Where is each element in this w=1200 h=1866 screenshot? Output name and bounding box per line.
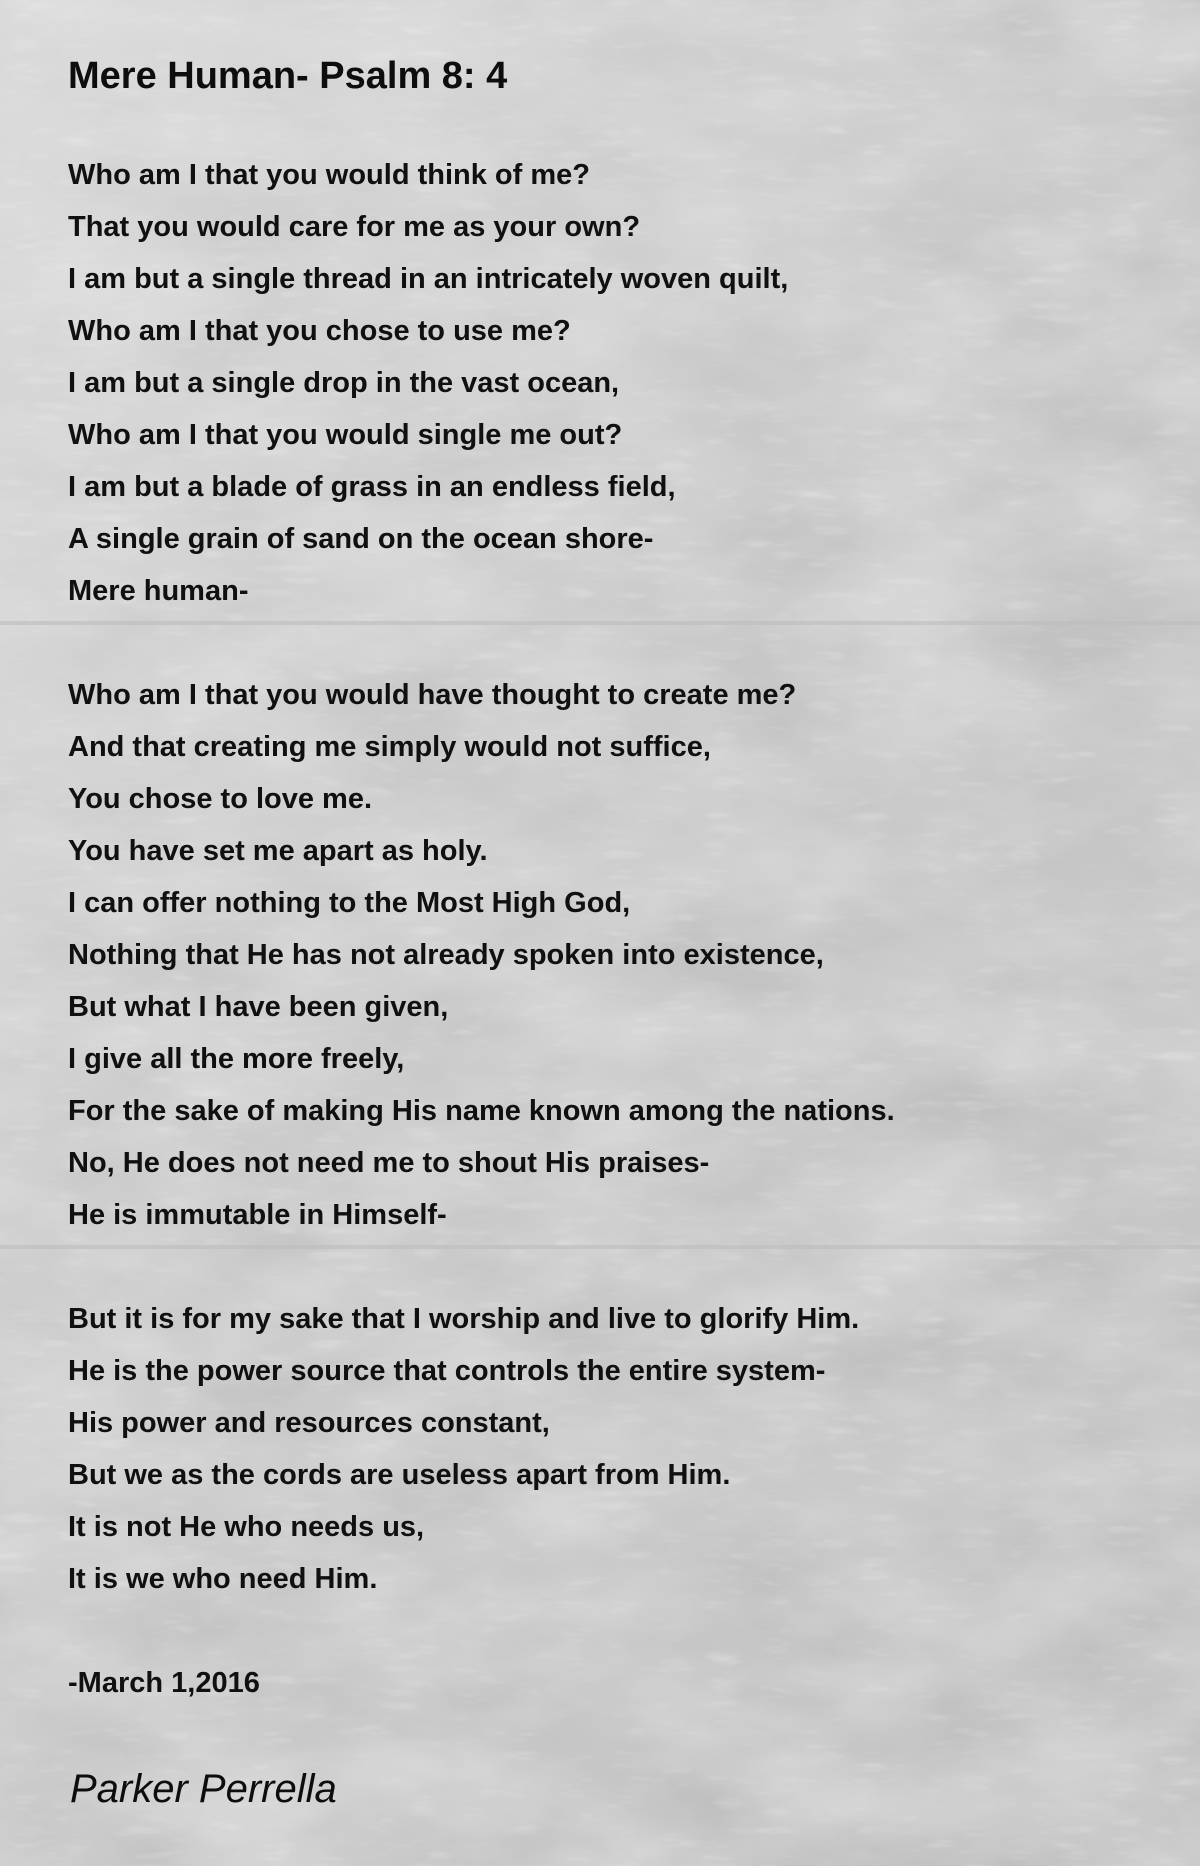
poem-line: But we as the cords are useless apart from Him. bbox=[68, 1459, 731, 1491]
poem-body bbox=[68, 149, 895, 1709]
poem-line: I am but a blade of grass in an endless field, bbox=[68, 471, 676, 503]
poem-title: Mere Human- Psalm 8: 4 bbox=[68, 55, 508, 97]
poem-line: It is we who need Him. bbox=[68, 1563, 378, 1595]
poem-line: I am but a single thread in an intricately woven quilt, bbox=[68, 263, 789, 295]
author-signature: Parker Perrella bbox=[70, 1767, 337, 1811]
poem-line: Who am I that you would think of me? bbox=[68, 159, 590, 191]
poem-line: No, He does not need me to shout His praises- bbox=[68, 1147, 710, 1179]
poem-line: I am but a single drop in the vast ocean, bbox=[68, 367, 620, 399]
stanza-break bbox=[68, 1605, 895, 1657]
poem-line: He is the power source that controls the entire system- bbox=[68, 1355, 826, 1387]
stanza-break bbox=[68, 617, 895, 669]
poem-line: His power and resources constant, bbox=[68, 1407, 550, 1439]
poem-line: It is not He who needs us, bbox=[68, 1511, 425, 1543]
poem-line: But it is for my sake that I worship and live to glorify Him. bbox=[68, 1303, 860, 1335]
poem-line: But what I have been given, bbox=[68, 991, 449, 1023]
poem-line: -March 1,2016 bbox=[68, 1667, 260, 1699]
stanza-break bbox=[68, 1241, 895, 1293]
poem-line: That you would care for me as your own? bbox=[68, 211, 641, 243]
poem-line: Who am I that you would single me out? bbox=[68, 419, 623, 451]
poem-line: Nothing that He has not already spoken into existence, bbox=[68, 939, 824, 971]
poem-line: He is immutable in Himself- bbox=[68, 1199, 447, 1231]
poem-line: A single grain of sand on the ocean shore- bbox=[68, 523, 654, 555]
poem-line: For the sake of making His name known among the nations. bbox=[68, 1095, 895, 1127]
poem-line: Who am I that you chose to use me? bbox=[68, 315, 571, 347]
poem-line: Mere human- bbox=[68, 575, 249, 607]
poem-line: You have set me apart as holy. bbox=[68, 835, 488, 867]
poem-line: I give all the more freely, bbox=[68, 1043, 405, 1075]
poem-line: I can offer nothing to the Most High God, bbox=[68, 887, 631, 919]
poem-line: You chose to love me. bbox=[68, 783, 373, 815]
poem-line: Who am I that you would have thought to create me? bbox=[68, 679, 797, 711]
poem-line: And that creating me simply would not suffice, bbox=[68, 731, 711, 763]
